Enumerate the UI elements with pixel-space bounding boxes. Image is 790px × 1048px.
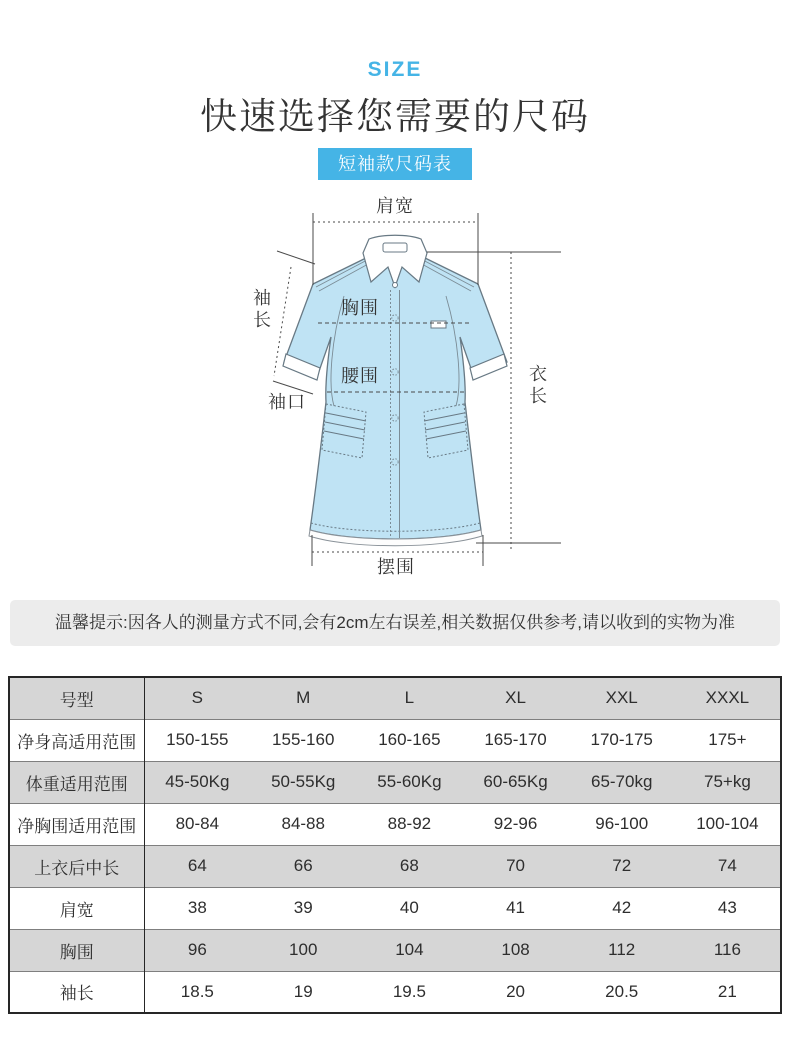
notice-bar: 温馨提示:因各人的测量方式不同,会有2cm左右误差,相关数据仅供参考,请以收到的实物为准 [10,600,780,646]
table-cell: 100 [250,929,356,971]
table-cell: 20 [462,971,568,1013]
table-cell: 64 [144,845,250,887]
table-cell: 70 [462,845,568,887]
table-cell: 155-160 [250,719,356,761]
label-waist: 腰围 [341,366,379,386]
table-cell: 20.5 [569,971,675,1013]
table-cell: 60-65Kg [462,761,568,803]
table-cell: 92-96 [462,803,568,845]
table-cell: 45-50Kg [144,761,250,803]
table-cell: 40 [356,887,462,929]
row-label: 净身高适用范围 [9,719,144,761]
table-cell: 160-165 [356,719,462,761]
page-title: 快速选择您需要的尺码 [200,96,590,137]
table-cell: 21 [675,971,781,1013]
label-chest: 胸围 [341,298,379,318]
table-row [9,887,781,929]
table-cell: 108 [462,929,568,971]
table-row [9,803,781,845]
table-cell: 74 [675,845,781,887]
row-label: 上衣后中长 [9,845,144,887]
table-cell: 165-170 [462,719,568,761]
table-cell: 42 [569,887,675,929]
table-cell: 96 [144,929,250,971]
table-cell: 43 [675,887,781,929]
table-cell: 112 [569,929,675,971]
table-cell: 66 [250,845,356,887]
column-header: 号型 [9,677,144,719]
row-label: 胸围 [9,929,144,971]
label-garment-length: 衣长 [529,364,547,406]
label-cuff: 袖口 [268,392,306,412]
column-header: M [250,677,356,719]
section-eyebrow: SIZE [367,58,423,81]
table-cell: 41 [462,887,568,929]
table-cell: 65-70kg [569,761,675,803]
table-cell: 96-100 [569,803,675,845]
column-header: S [144,677,250,719]
column-header: XXL [569,677,675,719]
table-cell: 170-175 [569,719,675,761]
table-header-row [9,677,781,719]
size-table [8,676,782,1014]
table-cell: 19.5 [356,971,462,1013]
table-cell: 100-104 [675,803,781,845]
label-hem: 摆围 [377,557,415,577]
column-header: XXXL [675,677,781,719]
table-row [9,971,781,1013]
table-row [9,761,781,803]
row-label: 体重适用范围 [9,761,144,803]
table-cell: 68 [356,845,462,887]
table-cell: 104 [356,929,462,971]
label-shoulder-width: 肩宽 [376,196,414,216]
table-cell: 38 [144,887,250,929]
table-cell: 19 [250,971,356,1013]
table-cell: 116 [675,929,781,971]
table-cell: 80-84 [144,803,250,845]
size-chart-badge: 短袖款尺码表 [318,148,472,180]
row-label: 肩宽 [9,887,144,929]
table-cell: 50-55Kg [250,761,356,803]
table-cell: 18.5 [144,971,250,1013]
table-row [9,929,781,971]
table-cell: 72 [569,845,675,887]
table-row [9,845,781,887]
table-cell: 55-60Kg [356,761,462,803]
table-cell: 88-92 [356,803,462,845]
label-sleeve-length: 袖长 [253,288,271,330]
row-label: 净胸围适用范围 [9,803,144,845]
table-cell: 84-88 [250,803,356,845]
table-row [9,719,781,761]
shirt-illustration [240,190,570,590]
table-cell: 175+ [675,719,781,761]
table-cell: 75+kg [675,761,781,803]
row-label: 袖长 [9,971,144,1013]
column-header: L [356,677,462,719]
table-cell: 39 [250,887,356,929]
table-cell: 150-155 [144,719,250,761]
column-header: XL [462,677,568,719]
